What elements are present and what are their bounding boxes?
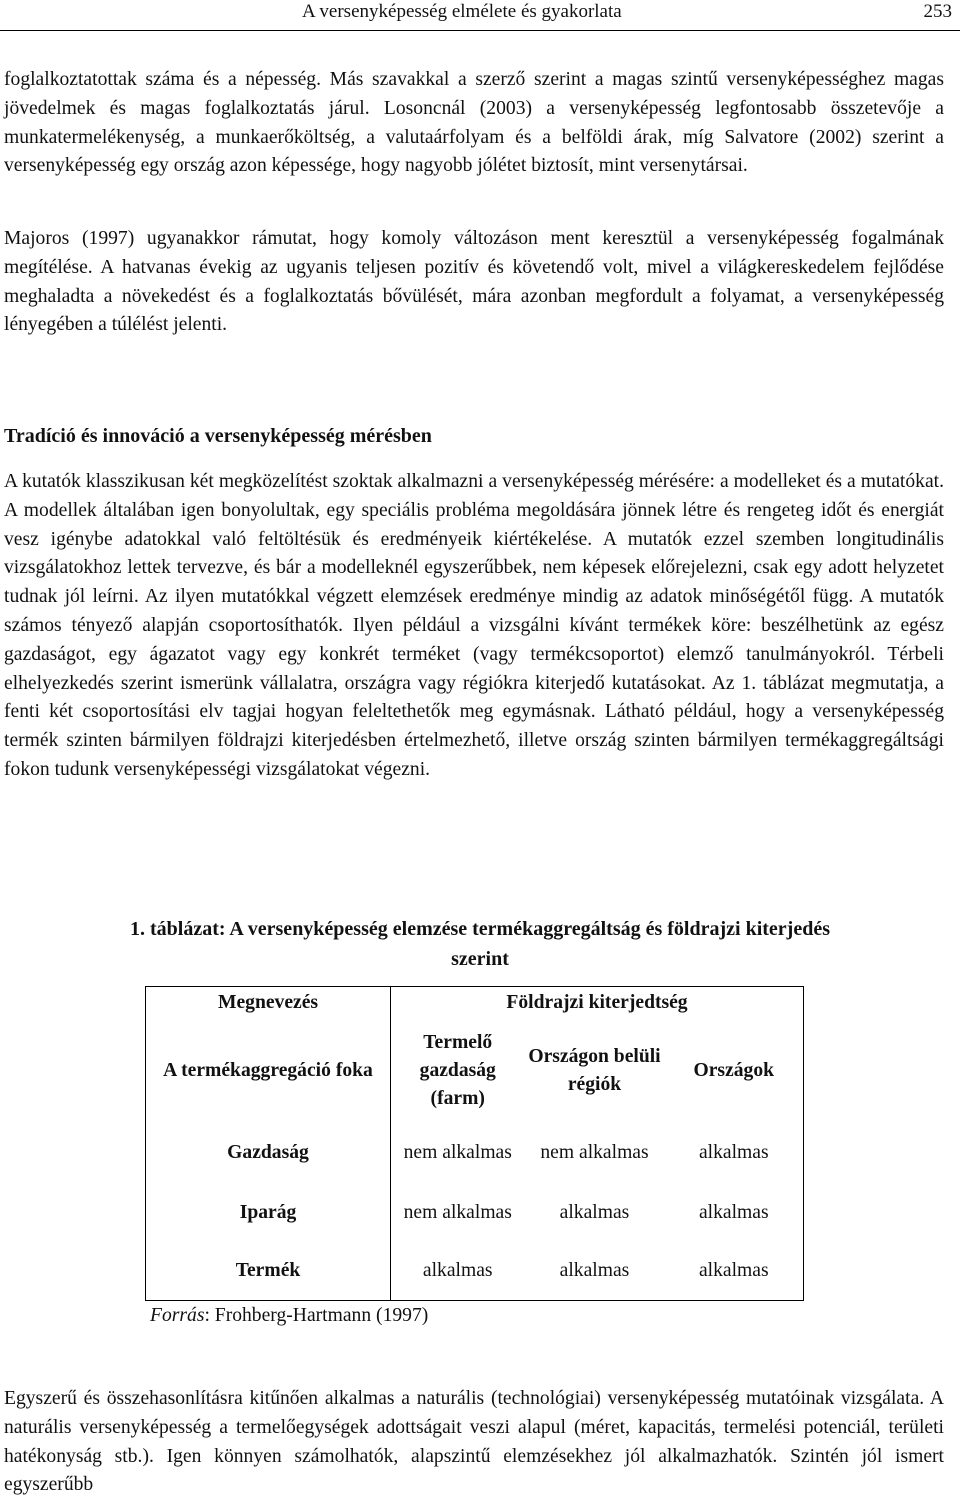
table-cell: alkalmas [665,1123,804,1183]
table-row [146,1123,804,1183]
column-header: Országok [665,1019,804,1123]
table-header-row [146,987,804,1019]
section-heading: Tradíció és innováció a versenyképesség mérésben [4,425,432,447]
source-text: : Frohberg-Hartmann (1997) [204,1305,429,1326]
header-cell-aggregation: A termékaggregáció foka [146,1019,391,1123]
table-caption [20,914,940,974]
source-label: Forrás [150,1305,205,1326]
table-caption-line: 1. táblázat: A versenyképesség elemzése termékaggregáltság és földrajzi kiterjedés [130,918,830,940]
table-cell: alkalmas [559,1201,630,1223]
running-header [0,0,960,31]
body-paragraph: Majoros (1997) ugyanakkor rámutat, hogy komoly változáson ment keresztül a versenyképesség fogalmának megítélése. A hatvanas évekig az ugyanis teljesen pozitív és követendő volt, mivel a világkereskedelem fejlődése meghaladta a növekedést és a foglalkoztatás bővülését, mára azonban megfordult a folyamat, a versenyképesség lényegében a túlélést jelenti. [4,228,944,336]
header-title: A versenyképesség elmélete és gyakorlata [302,1,622,22]
table-cell: alkalmas [391,1243,525,1301]
page-number: 253 [923,1,952,22]
table-caption-line: szerint [451,948,509,970]
table-cell: alkalmas [665,1183,804,1243]
header-cell-geography: Földrajzi kiterjedtség [391,987,804,1019]
row-label: Iparág [146,1183,391,1243]
table-row [146,1183,804,1243]
header-cell-naming: Megnevezés [146,987,391,1019]
table-cell: alkalmas [665,1243,804,1301]
table-source [150,1302,428,1330]
body-paragraph: foglalkoztatottak száma és a népesség. Más szavakkal a szerző szerint a magas szintű versenyképességhez magas jövedelmek és magas foglalkoztatás járul. Losoncnál (2003) a versenyképesség legfontosabb összetevője a munkatermelékenység, a munkaerőköltség, a valutaárfolyam és a belföldi árak, míg Salvatore (2002) szerint a versenyképesség egy ország azon képessége, hogy nagyobb jólétet biztosít, mint versenytársai. [4,69,944,177]
row-label: Termék [146,1243,391,1301]
body-paragraph: A kutatók klasszikusan két megközelítést szoktak alkalmazni a versenyképesség mérésére: a modelleket és a mutatókat. A modellek általában igen bonyolultak, egy speciális probléma megoldására jönnek létre és rengeteg időt és energiát vesz igénybe adatokkal való feltöltésük és eredményeik kiértékelése. A mutatók ezzel szemben longitudinális vizsgálatokhoz lettek tervezve, és bár a modelleknél egyszerűbbek, nem képesek előrejelezni, csak egy adott helyzetet tudnak jól leírni. Az ilyen mutatókkal végzett elemzések eredménye mindig az adatok minőségétől függ. A mutatók számos tényező alapján csoportosíthatók. Ilyen például a vizsgálni kívánt termékek köre: beszélhetünk az egész gazdaságot, egy ágazatot vagy egy konkrét terméket (vagy termékcsoportot) elemző tanulmányokról. Térbeli elhelyezkedés szerint ismerünk vállalatra, országra vagy régiókra kiterjedő kutatásokat. Az 1. táblázat megmutatja, a fenti két csoportosítási elv tagjai hogyan feleltethetők meg egymásnak. Látható például, hogy a versenyképesség termék szinten bármilyen földrajzi kiterjedésben értelmezhető, illetve ország szinten bármilyen termékaggregáltsági fokon tudunk versenyképességi vizsgálatokat végezni. [4,471,944,780]
column-header: Termelő gazdaság (farm) [419,1031,496,1109]
body-paragraph: Egyszerű és összehasonlításra kitűnően alkalmas a naturális (technológiai) versenyképesség mutatóinak vizsgálata. A naturális versenyképesség a termelőegységek adottságait veszi alapul (méret, kapacitás, termelési potenciál, területi hatékonyság stb.). Igen könnyen számolhatók, alapszintű elemzésekhez jól alkalmazhatók. Szintén jól ismert egyszerűbb [4,1388,944,1496]
table-row [146,1243,804,1301]
table-subheader-row [146,1019,804,1123]
table-cell: nem alkalmas [403,1201,512,1223]
table-cell: alkalmas [525,1243,665,1301]
column-header: Országon belüli régiók [528,1045,661,1095]
row-label: Gazdaság [146,1123,391,1183]
table-cell: nem alkalmas [540,1141,649,1163]
data-table [145,986,804,1301]
table-cell: nem alkalmas [403,1141,512,1163]
